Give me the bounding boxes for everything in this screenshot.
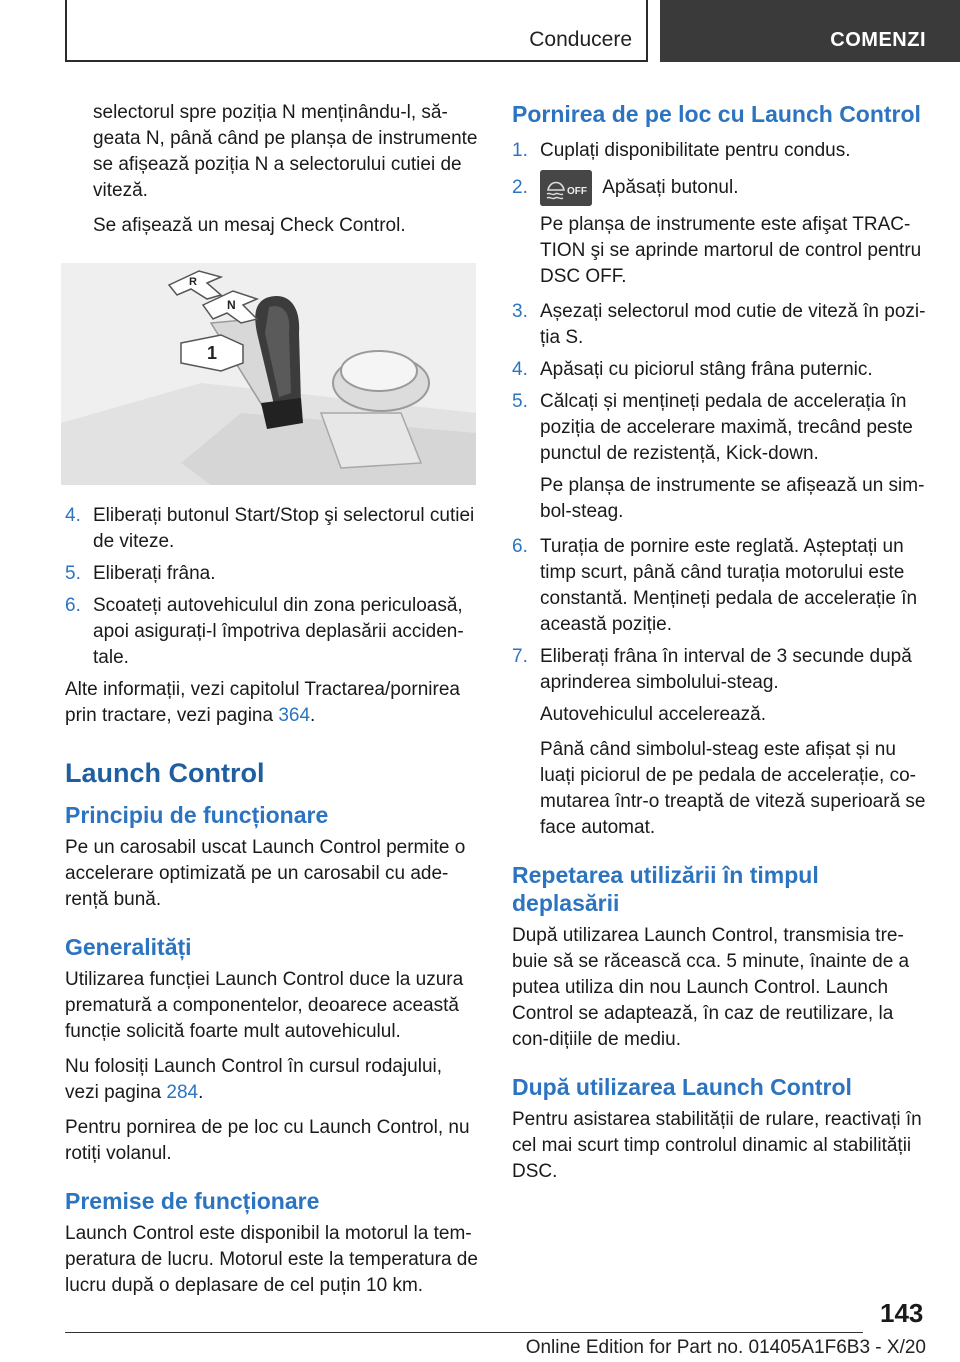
step-text-with-icon — [540, 170, 930, 206]
heading-repeat-use: Repetarea utilizării în timpul deplasării — [512, 862, 819, 916]
general-text-2: Nu folosiți Launch Control în cursul rodajului, vezi pagina — [65, 1056, 443, 1103]
step-text: Eliberați frâna. — [93, 563, 216, 584]
dsc-off-button-icon — [540, 170, 592, 206]
right-step-5 — [512, 389, 930, 467]
dsc-off-label: OFF — [567, 186, 587, 197]
step-number: 4. — [512, 359, 528, 380]
heading-start-launch-control: Pornirea de pe loc cu Launch Control — [512, 101, 921, 127]
step-7-subtext-2: Până când simbolul-steag este afișat și nu luați piciorul de pe pedala de accelerație, co-mutarea într-o treaptă de viteză superioară se face automat. — [540, 739, 926, 838]
step-7-subtext: Autovehiculul accelerează. — [540, 704, 767, 725]
heading-general: Generalități — [65, 934, 192, 960]
right-step-2 — [512, 170, 930, 206]
left-step-5 — [65, 561, 480, 587]
step-number: 4. — [65, 505, 81, 526]
step-text: Apăsați cu piciorul stâng frâna puternic. — [540, 359, 873, 380]
footer-divider — [65, 1332, 863, 1333]
page-link-364[interactable]: 364 — [278, 705, 311, 726]
right-step-6 — [512, 534, 930, 638]
step-text: Eliberați frâna în interval de 3 secunde după aprinderea simbolului-steag. — [540, 646, 912, 693]
general-text-2-paragraph: Nu folosiți Launch Control în cursul rodajului, vezi pagina 284. — [65, 1056, 443, 1103]
prerequisites-text: Launch Control este disponibil la motorul la tem-peratura de lucru. Motorul este la temperatura de lucru după o deplasare de cel puțin 10 km. — [65, 1223, 478, 1296]
general-text-3: Pentru pornirea de pe loc cu Launch Control, nu rotiți volanul. — [65, 1117, 470, 1164]
more-info-paragraph: Alte informații, vezi capitolul Tractarea/pornirea prin tractare, vezi pagina 364. — [65, 679, 460, 726]
right-step-7 — [512, 644, 930, 696]
header-section-title: Conducere — [529, 28, 632, 51]
footer-edition: Online Edition for Part no. 01405A1F6B3 - X/20 — [525, 1337, 926, 1358]
right-step-3 — [512, 299, 930, 351]
step-number: 1. — [512, 140, 528, 161]
repeat-text: După utilizarea Launch Control, transmisia tre-buie să se răcească cca. 5 minute, înainte de a putea utiliza din nou Launch Control. Launch Control se adaptează, în caz de reutilizare, la con-dițiile de mediu. — [512, 925, 910, 1050]
general-text-1: Utilizarea funcției Launch Control duce la uzura prematură a componentelor, deoarece această funcție solicită foarte mult autovehiculul. — [65, 969, 464, 1042]
step-2-text: Apăsați butonul. — [602, 177, 739, 199]
left-column — [65, 100, 480, 1308]
heading-launch-control: Launch Control — [65, 758, 265, 788]
step-text: Călcați și mențineți pedala de accelerația în poziția de accelerare maximă, trecând peste punctul de rezistență, Kick-down. — [540, 391, 913, 464]
page-number: 143 — [880, 1298, 924, 1328]
step-text: Turația de pornire este reglată. Așteptați un timp scurt, până când turația motorului este constantă. Mențineți pedala de accelerație în această poziție. — [540, 536, 918, 635]
heading-prerequisites: Premise de funcționare — [65, 1188, 320, 1214]
after-text: Pentru asistarea stabilității de rulare, reactivați în cel mai scurt timp controlul dinamic al stabilității DSC. — [512, 1109, 922, 1182]
step-text: Eliberați butonul Start/Stop şi selectorul cutiei de viteze. — [93, 505, 475, 552]
left-step-6 — [65, 593, 480, 671]
step-number: 5. — [512, 391, 528, 412]
heading-after-use: După utilizarea Launch Control — [512, 1074, 852, 1100]
step-number: 5. — [65, 563, 81, 584]
step-number: 3. — [512, 301, 528, 322]
left-step-4 — [65, 503, 480, 555]
step-number: 6. — [512, 536, 528, 557]
step-2-subtext: Pe planșa de instrumente este afişat TRAC-TION şi se aprinde martorul de control pentru DSC OFF. — [540, 214, 922, 287]
gear-selector-illustration — [61, 263, 476, 485]
step-text: Așezați selectorul mod cutie de viteză în pozi-ția S. — [540, 301, 926, 348]
step-5-subtext: Pe planșa de instrumente se afișează un sim-bol-steag. — [540, 475, 925, 522]
right-column — [512, 100, 930, 1194]
header-section-box — [65, 0, 648, 62]
figure-label-n: N — [227, 298, 236, 312]
heading-principle: Principiu de funcționare — [65, 802, 329, 828]
header-chapter-tab — [660, 0, 960, 62]
step-number: 6. — [65, 595, 81, 616]
step-number: 7. — [512, 646, 528, 667]
step-text: Scoateți autovehiculul din zona periculoasă, apoi asigurați-l împotriva deplasării acciden-tale. — [93, 595, 464, 668]
step-number: 2. — [512, 177, 528, 198]
intro-message: Se afișează un mesaj Check Control. — [93, 215, 406, 236]
more-info-text: Alte informații, vezi capitolul Tractarea/pornirea prin tractare, vezi pagina — [65, 679, 460, 726]
step-text: Cuplați disponibilitate pentru condus. — [540, 140, 851, 161]
intro-text: selectorul spre poziția N menținându-l, să-geata N, până când pe planșa de instrumente se afișează poziția N a selectorului cutiei de viteză. — [93, 102, 478, 201]
right-step-4 — [512, 357, 930, 383]
header-chapter-title: COMENZI — [830, 29, 926, 51]
figure-label-r: R — [189, 276, 197, 288]
right-step-1 — [512, 138, 930, 164]
page-link-284[interactable]: 284 — [166, 1082, 199, 1103]
gear-selector-figure — [61, 263, 476, 485]
figure-label-1: 1 — [207, 343, 218, 363]
principle-text: Pe un carosabil uscat Launch Control permite o accelerare optimizată pe un carosabil cu ade-rență bună. — [65, 837, 466, 910]
